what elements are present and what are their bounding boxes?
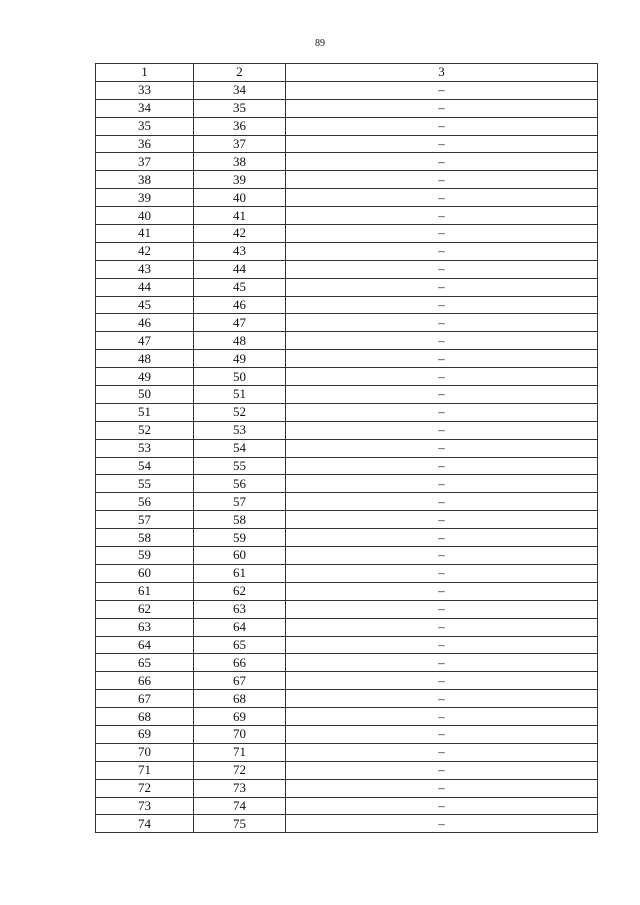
table-row [96, 779, 598, 797]
table-cell-col-2: 51 [194, 386, 286, 404]
table-row [96, 189, 598, 207]
table-cell-col-1: 38 [96, 171, 194, 189]
table-cell-col-3: – [286, 207, 598, 225]
table-cell-col-1: 46 [96, 314, 194, 332]
table-cell-col-3: – [286, 278, 598, 296]
table-cell-col-2: 50 [194, 368, 286, 386]
table-cell-col-2: 38 [194, 153, 286, 171]
table-cell-col-2: 74 [194, 797, 286, 815]
data-table [95, 63, 598, 833]
table-row [96, 296, 598, 314]
table-row [96, 314, 598, 332]
table-cell-col-2: 49 [194, 350, 286, 368]
table-cell-col-1: 34 [96, 99, 194, 117]
table-cell-col-1: 50 [96, 386, 194, 404]
table-row [96, 386, 598, 404]
table-cell-col-2: 67 [194, 672, 286, 690]
table-cell-col-3: – [286, 797, 598, 815]
table-cell-col-1: 61 [96, 582, 194, 600]
table-row [96, 493, 598, 511]
table-cell-col-1: 74 [96, 815, 194, 833]
table-cell-col-1: 65 [96, 654, 194, 672]
table-cell-col-1: 52 [96, 421, 194, 439]
table-cell-col-2: 60 [194, 547, 286, 565]
table-row [96, 708, 598, 726]
table-cell-col-3: – [286, 815, 598, 833]
table-cell-col-3: – [286, 332, 598, 350]
table-cell-col-3: – [286, 457, 598, 475]
table-row [96, 672, 598, 690]
table-cell-col-3: – [286, 260, 598, 278]
table-cell-col-3: – [286, 743, 598, 761]
table-cell-col-3: – [286, 779, 598, 797]
table-row [96, 439, 598, 457]
table-row [96, 207, 598, 225]
table-row [96, 618, 598, 636]
table-cell-col-1: 72 [96, 779, 194, 797]
table-cell-col-3: – [286, 708, 598, 726]
table-cell-col-2: 45 [194, 278, 286, 296]
table-cell-col-1: 37 [96, 153, 194, 171]
table-cell-col-1: 55 [96, 475, 194, 493]
table-cell-col-2: 73 [194, 779, 286, 797]
table-cell-col-2: 56 [194, 475, 286, 493]
table-cell-col-3: – [286, 421, 598, 439]
table-body [96, 81, 598, 832]
table-cell-col-2: 61 [194, 564, 286, 582]
table-cell-col-2: 35 [194, 99, 286, 117]
table-row [96, 743, 598, 761]
column-header-1: 1 [96, 64, 194, 82]
table-cell-col-2: 41 [194, 207, 286, 225]
table-cell-col-1: 54 [96, 457, 194, 475]
page-number: 89 [315, 38, 325, 49]
table-cell-col-1: 33 [96, 81, 194, 99]
table-cell-col-2: 46 [194, 296, 286, 314]
table-cell-col-1: 66 [96, 672, 194, 690]
table-cell-col-1: 36 [96, 135, 194, 153]
table-row [96, 511, 598, 529]
table-row [96, 475, 598, 493]
table-cell-col-1: 64 [96, 636, 194, 654]
table-row [96, 529, 598, 547]
table-row [96, 117, 598, 135]
table-cell-col-2: 57 [194, 493, 286, 511]
table-cell-col-1: 57 [96, 511, 194, 529]
table-row [96, 260, 598, 278]
table-cell-col-3: – [286, 153, 598, 171]
table-row [96, 815, 598, 833]
column-header-3: 3 [286, 64, 598, 82]
table-row [96, 225, 598, 243]
table-cell-col-2: 36 [194, 117, 286, 135]
table-row [96, 600, 598, 618]
table-cell-col-3: – [286, 511, 598, 529]
table-cell-col-3: – [286, 135, 598, 153]
table-cell-col-1: 63 [96, 618, 194, 636]
table-row [96, 636, 598, 654]
table-cell-col-2: 62 [194, 582, 286, 600]
table-cell-col-1: 62 [96, 600, 194, 618]
table-cell-col-2: 66 [194, 654, 286, 672]
table-cell-col-1: 40 [96, 207, 194, 225]
table-cell-col-2: 72 [194, 761, 286, 779]
column-header-2: 2 [194, 64, 286, 82]
table-cell-col-1: 71 [96, 761, 194, 779]
table-cell-col-1: 41 [96, 225, 194, 243]
table-cell-col-1: 43 [96, 260, 194, 278]
table-cell-col-2: 48 [194, 332, 286, 350]
table-row [96, 761, 598, 779]
table-cell-col-1: 70 [96, 743, 194, 761]
table-cell-col-3: – [286, 582, 598, 600]
table-cell-col-2: 34 [194, 81, 286, 99]
table-cell-col-1: 39 [96, 189, 194, 207]
table-row [96, 332, 598, 350]
table-row [96, 153, 598, 171]
table-cell-col-2: 69 [194, 708, 286, 726]
table-cell-col-1: 59 [96, 547, 194, 565]
table-row [96, 564, 598, 582]
table-cell-col-3: – [286, 296, 598, 314]
table-cell-col-3: – [286, 314, 598, 332]
table-cell-col-2: 63 [194, 600, 286, 618]
table-cell-col-1: 68 [96, 708, 194, 726]
table-cell-col-3: – [286, 117, 598, 135]
table-cell-col-1: 73 [96, 797, 194, 815]
table-row [96, 99, 598, 117]
table-cell-col-3: – [286, 350, 598, 368]
table-cell-col-2: 59 [194, 529, 286, 547]
table-cell-col-3: – [286, 564, 598, 582]
table-cell-col-2: 71 [194, 743, 286, 761]
table-cell-col-1: 47 [96, 332, 194, 350]
table-cell-col-1: 35 [96, 117, 194, 135]
table-cell-col-2: 54 [194, 439, 286, 457]
table-row [96, 135, 598, 153]
table-cell-col-2: 55 [194, 457, 286, 475]
table-cell-col-2: 58 [194, 511, 286, 529]
table-cell-col-3: – [286, 636, 598, 654]
table-cell-col-3: – [286, 171, 598, 189]
table-cell-col-1: 44 [96, 278, 194, 296]
table-cell-col-1: 53 [96, 439, 194, 457]
table-cell-col-1: 69 [96, 725, 194, 743]
table-cell-col-1: 49 [96, 368, 194, 386]
table-cell-col-2: 65 [194, 636, 286, 654]
table-row [96, 403, 598, 421]
table-cell-col-3: – [286, 761, 598, 779]
table-cell-col-3: – [286, 493, 598, 511]
table-cell-col-2: 44 [194, 260, 286, 278]
table-cell-col-3: – [286, 600, 598, 618]
table-row [96, 690, 598, 708]
table-cell-col-3: – [286, 368, 598, 386]
table-cell-col-3: – [286, 99, 598, 117]
table-cell-col-3: – [286, 189, 598, 207]
table-row [96, 797, 598, 815]
table-cell-col-3: – [286, 475, 598, 493]
table-cell-col-3: – [286, 81, 598, 99]
table-cell-col-3: – [286, 529, 598, 547]
table-cell-col-2: 39 [194, 171, 286, 189]
table-cell-col-1: 51 [96, 403, 194, 421]
table-cell-col-1: 48 [96, 350, 194, 368]
table-row [96, 457, 598, 475]
table-cell-col-2: 64 [194, 618, 286, 636]
table-row [96, 242, 598, 260]
table-cell-col-2: 75 [194, 815, 286, 833]
table-cell-col-2: 40 [194, 189, 286, 207]
table-row [96, 421, 598, 439]
table-cell-col-1: 45 [96, 296, 194, 314]
table-row [96, 81, 598, 99]
table-header-row [96, 64, 598, 82]
table-cell-col-3: – [286, 654, 598, 672]
table-cell-col-3: – [286, 672, 598, 690]
table-cell-col-2: 68 [194, 690, 286, 708]
table-row [96, 547, 598, 565]
table-cell-col-2: 43 [194, 242, 286, 260]
table-cell-col-3: – [286, 725, 598, 743]
table-cell-col-1: 58 [96, 529, 194, 547]
table-cell-col-2: 52 [194, 403, 286, 421]
table-cell-col-3: – [286, 225, 598, 243]
table-cell-col-1: 42 [96, 242, 194, 260]
table-cell-col-3: – [286, 242, 598, 260]
table-cell-col-1: 67 [96, 690, 194, 708]
table-row [96, 350, 598, 368]
table-cell-col-2: 37 [194, 135, 286, 153]
table-cell-col-2: 47 [194, 314, 286, 332]
table-row [96, 582, 598, 600]
table-row [96, 278, 598, 296]
table-row [96, 725, 598, 743]
table-cell-col-3: – [286, 403, 598, 421]
table-cell-col-1: 56 [96, 493, 194, 511]
table-cell-col-2: 70 [194, 725, 286, 743]
table-cell-col-3: – [286, 547, 598, 565]
table-cell-col-3: – [286, 618, 598, 636]
table-cell-col-2: 42 [194, 225, 286, 243]
table-cell-col-3: – [286, 439, 598, 457]
table-cell-col-1: 60 [96, 564, 194, 582]
table-cell-col-3: – [286, 690, 598, 708]
table-row [96, 654, 598, 672]
table-cell-col-3: – [286, 386, 598, 404]
table-cell-col-2: 53 [194, 421, 286, 439]
table-row [96, 171, 598, 189]
table-row [96, 368, 598, 386]
